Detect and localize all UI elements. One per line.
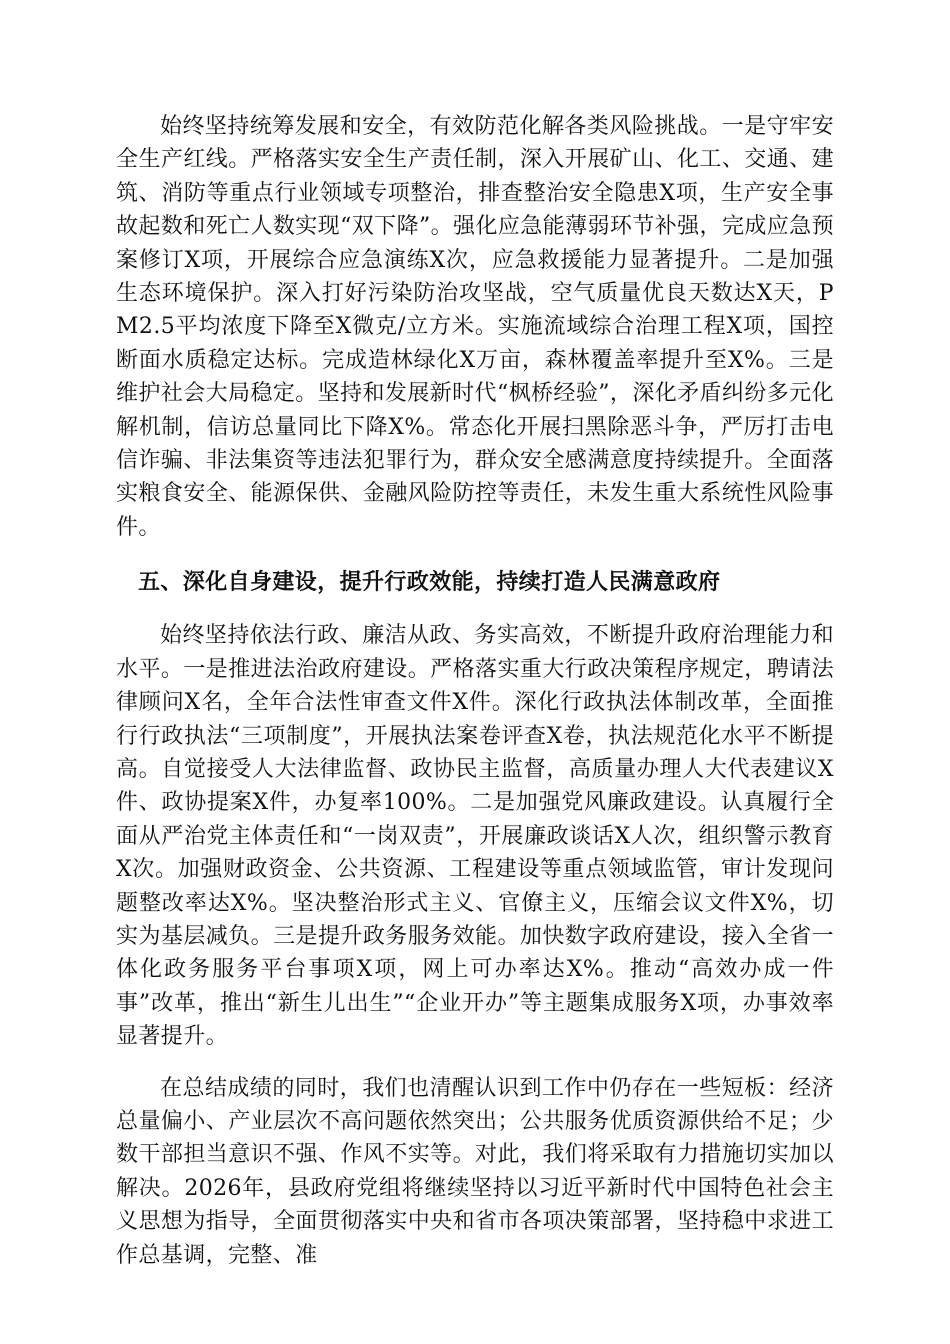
paragraph-self-construction: 始终坚持依法行政、廉洁从政、务实高效，不断提升政府治理能力和水平。一是推进法治政府建设。严格落实重大行政决策程序规定，聘请法律顾问X名，全年合法性审查文件X件。深化行政执法体制改革，全面推行行政执法“三项制度”，开展执法案卷评查X卷，执法规范化水平不断提高。自觉接受人大法律监督、政协民主监督，高质量办理人大代表建议X件、政协提案X件，办复率100%。二是加强党风廉政建设。认真履行全面从严治党主体责任和“一岗双责”，开展廉政谈话X人次，组织警示教育X次。加强财政资金、公共资源、工程建设等重点领域监管，审计发现问题整改率达X%。坚决整治形式主义、官僚主义，压缩会议文件X%，切实为基层减负。三是提升政务服务效能。加快数字政府建设，接入全省一体化政务服务平台事项X项，网上可办率达X%。推动“高效办成一件事”改革，推出“新生儿出生”“企业开办”等主题集成服务X项，办事效率显著提升。: [116, 623, 834, 1050]
document-page: [116, 110, 834, 1272]
paragraph-risk-prevention: 始终坚持统筹发展和安全，有效防范化解各类风险挑战。一是守牢安全生产红线。严格落实安全生产责任制，深入开展矿山、化工、交通、建筑、消防等重点行业领域专项整治，排查整治安全隐患X项，生产安全事故起数和死亡人数实现“双下降”。强化应急能薄弱环节补强，完成应急预案修订X项，开展综合应急演练X次，应急救援能力显著提升。二是加强生态环境保护。深入打好污染防治攻坚战，空气质量优良天数达X天，PM2.5平均浓度下降至X微克/立方米。实施流域综合治理工程X项，国控断面水质稳定达标。完成造林绿化X万亩，森林覆盖率提升至X%。三是维护社会大局稳定。坚持和发展新时代“枫桥经验”，深化矛盾纠纷多元化解机制，信访总量同比下降X%。常态化开展扫黑除恶斗争，严厉打击电信诈骗、非法集资等违法犯罪行为，群众安全感满意度持续提升。全面落实粮食安全、能源保供、金融风险防控等责任，未发生重大系统性风险事件。: [116, 114, 834, 540]
paragraph-summary-shortcomings: 在总结成绩的同时，我们也清醒认识到工作中仍存在一些短板：经济总量偏小、产业层次不高问题依然突出；公共服务优质资源供给不足；少数干部担当意识不强、作风不实等。对此，我们将采取有力措施切实加以解决。2026年，县政府党组将继续坚持以习近平新时代中国特色社会主义思想为指导，全面贯彻落实中央和省市各项决策部署，坚持稳中求进工作总基调，完整、准: [116, 1075, 834, 1268]
section-heading-5: 五、深化自身建设，提升行政效能，持续打造人民满意政府: [138, 569, 721, 596]
